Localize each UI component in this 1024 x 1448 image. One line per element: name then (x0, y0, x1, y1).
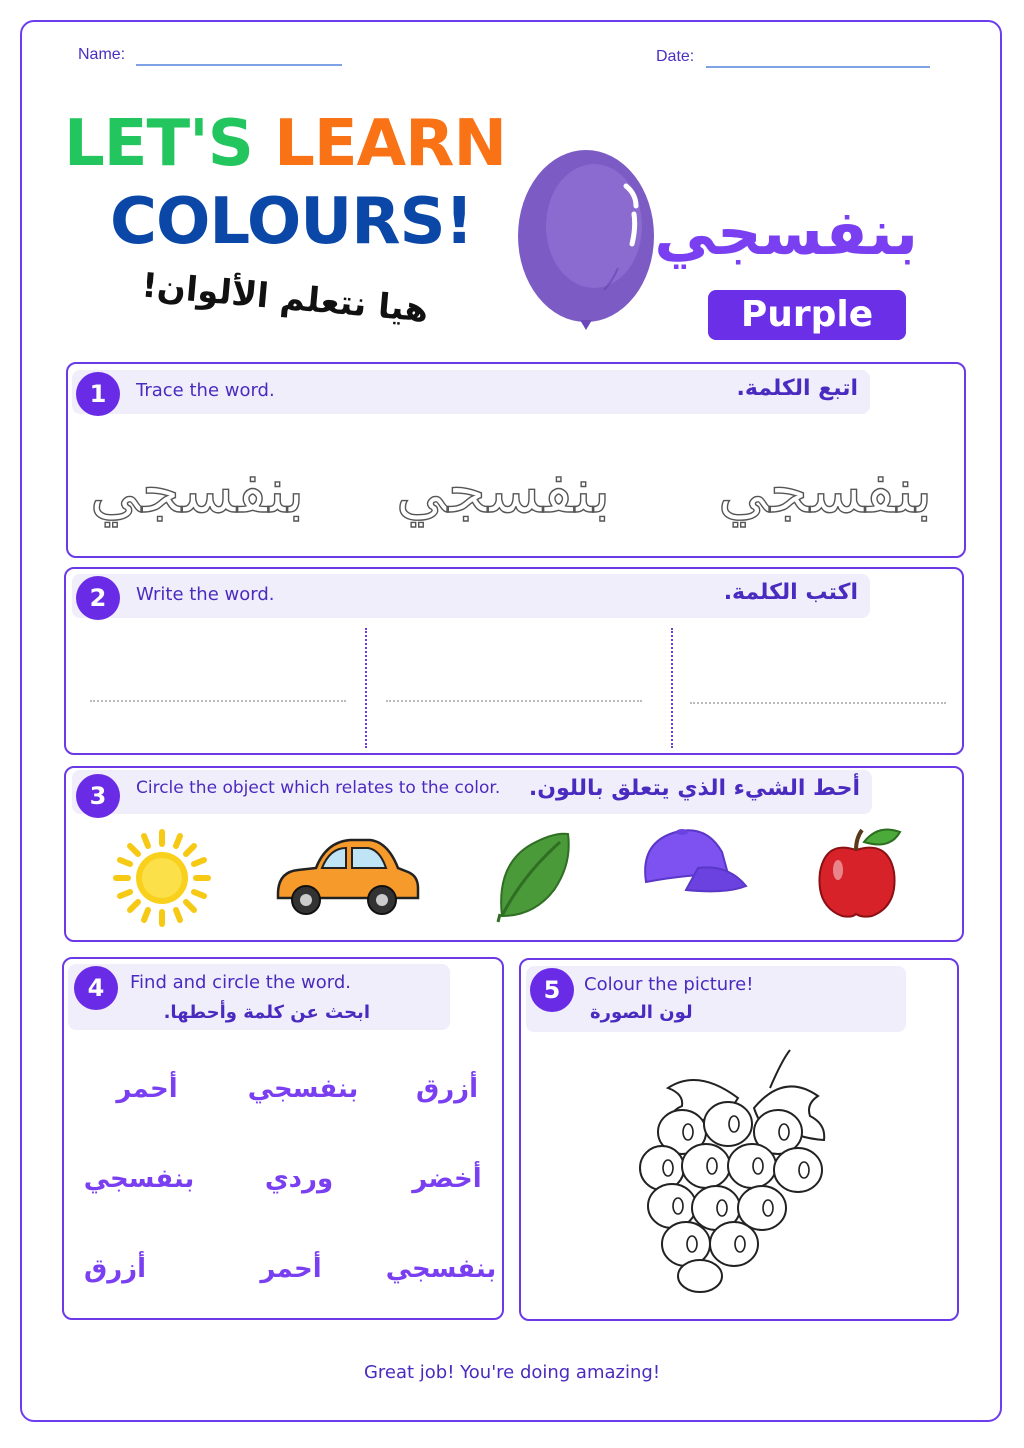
title-line-2: COLOURS! (110, 185, 473, 259)
trace-word-3[interactable]: بنفسجي (718, 454, 933, 527)
title-word-lets: LET'S (64, 107, 253, 181)
color-word-english: Purple (708, 290, 906, 340)
section-4-number: 4 (74, 966, 118, 1010)
word-grid-item[interactable]: بنفسجي (247, 1074, 359, 1104)
word-grid-item[interactable]: أخضر (412, 1164, 482, 1194)
footer-message: Great job! You're doing amazing! (363, 1362, 661, 1383)
title-word-learn: LEARN (274, 107, 506, 181)
grapes-icon[interactable] (636, 1048, 840, 1294)
section-3-instruction-en: Circle the object which relates to the color. (136, 778, 501, 798)
section-5-number: 5 (530, 968, 574, 1012)
cap-icon[interactable] (638, 824, 752, 904)
section-4-instruction-ar: ابحث عن كلمة وأحطها. (163, 1002, 370, 1023)
word-grid-item[interactable]: وردي (264, 1164, 334, 1194)
section-3-instruction-ar: أحط الشيء الذي يتعلق باللون. (528, 776, 860, 801)
trace-word-2[interactable]: بنفسجي (396, 454, 611, 527)
title-line-1 (64, 107, 506, 181)
write-line-1[interactable] (90, 700, 346, 702)
word-grid-item[interactable]: أحمر (116, 1074, 178, 1104)
section-1-instruction-ar: اتبع الكلمة. (736, 376, 858, 401)
word-grid-item[interactable]: أزرق (83, 1254, 147, 1284)
date-line[interactable] (706, 66, 930, 68)
name-label: Name: (78, 46, 126, 63)
car-icon[interactable] (272, 834, 420, 918)
sun-icon[interactable] (112, 828, 212, 928)
trace-word-1[interactable]: بنفسجي (90, 454, 305, 527)
section-2-instruction-en: Write the word. (136, 584, 275, 605)
color-word-arabic: بنفسجي (654, 196, 918, 269)
write-line-3[interactable] (690, 702, 946, 704)
divider-2 (671, 628, 673, 748)
section-1-number: 1 (76, 372, 120, 416)
name-line[interactable] (136, 64, 342, 66)
word-grid-item[interactable]: بنفسجي (83, 1164, 195, 1194)
write-line-2[interactable] (386, 700, 642, 702)
word-grid-item[interactable]: أحمر (260, 1254, 322, 1284)
section-2-instruction-ar: اكتب الكلمة. (723, 580, 858, 605)
word-grid-item[interactable]: بنفسجي (385, 1254, 497, 1284)
section-5-instruction-en: Colour the picture! (584, 974, 754, 995)
date-label: Date: (656, 48, 695, 65)
section-4-instruction-en: Find and circle the word. (130, 972, 352, 993)
section-3-number: 3 (76, 774, 120, 818)
section-1-instruction-en: Trace the word. (136, 380, 275, 401)
section-5-instruction-ar: لون الصورة (590, 1002, 693, 1023)
leaf-icon[interactable] (494, 830, 574, 924)
section-2-number: 2 (76, 576, 120, 620)
word-grid-item[interactable]: أزرق (415, 1074, 479, 1104)
arabic-title: هيا نتعلم الألوان! (140, 265, 430, 331)
divider-1 (365, 628, 367, 748)
apple-icon[interactable] (816, 826, 906, 918)
balloon-icon (514, 148, 664, 344)
